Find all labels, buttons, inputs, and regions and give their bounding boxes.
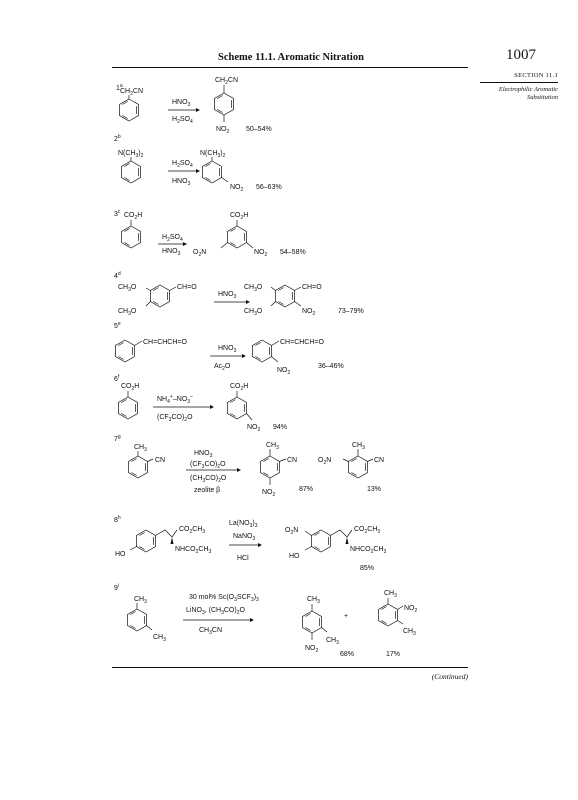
reagent-above: $HNO_3$ bbox=[218, 345, 237, 354]
entry-6 bbox=[114, 374, 287, 433]
yield: 73–79% bbox=[338, 308, 364, 315]
reagent-above: LiNO$_3$, $(CH_3CO)_2O$ bbox=[186, 607, 245, 616]
entry-5 bbox=[114, 321, 344, 376]
benzene-ring bbox=[151, 285, 170, 307]
entry-number: 3$^c$ bbox=[114, 209, 121, 218]
entry-2 bbox=[114, 134, 282, 193]
entry-4 bbox=[114, 271, 364, 317]
entry-1 bbox=[116, 77, 272, 135]
yield: 56–63% bbox=[256, 184, 282, 191]
reagent-below: $H_2SO_4$ bbox=[172, 116, 193, 125]
substituent: $NO_2$ bbox=[216, 126, 230, 135]
reagent-above: $(CF_3CO)_2O$ bbox=[190, 461, 226, 470]
entry-7 bbox=[114, 434, 384, 498]
substituent: $NO_2$ bbox=[302, 308, 316, 317]
substituent: $CH_3O$ bbox=[244, 308, 263, 317]
substituent: $CO_2CH_3$ bbox=[179, 526, 206, 535]
substituent: $O_2N$ bbox=[285, 527, 299, 536]
footer-rule bbox=[112, 667, 468, 668]
yield: 94% bbox=[273, 424, 288, 431]
entry-number: 8$^h$ bbox=[114, 515, 121, 524]
substituent: $CH_3$ bbox=[307, 596, 320, 605]
benzene-ring bbox=[120, 99, 139, 121]
benzene-ring bbox=[119, 397, 138, 419]
entry-number: 2$^b$ bbox=[114, 134, 121, 143]
substituent: $O_2N$ bbox=[193, 249, 207, 258]
substituent: CH=O bbox=[177, 284, 197, 291]
substituent: $CH_3$ bbox=[326, 637, 339, 646]
substituent: CN bbox=[287, 457, 298, 464]
benzene-ring bbox=[203, 161, 222, 183]
yield: 36–46% bbox=[318, 363, 344, 370]
page-number: 1007 bbox=[506, 47, 536, 63]
benzene-ring bbox=[128, 609, 147, 631]
substituent: $CH_3$ bbox=[153, 634, 166, 643]
substituent: $CH_3$ bbox=[266, 442, 279, 451]
substituent: $CH_3O$ bbox=[118, 284, 137, 293]
benzene-ring bbox=[228, 226, 247, 248]
reagent-above: $HNO_3$ bbox=[194, 450, 213, 459]
benzene-ring bbox=[228, 397, 247, 419]
substituent: $CO_2H$ bbox=[230, 383, 249, 392]
substituent: $CO_2H$ bbox=[124, 212, 143, 221]
reagent-below: HCl bbox=[237, 555, 249, 562]
substituent: $NO_2$ bbox=[247, 424, 261, 433]
reagent-below: $CH_3CN$ bbox=[199, 627, 223, 636]
entry-number: 5e bbox=[114, 321, 121, 330]
substituent: $NHCO_2CH_3$ bbox=[175, 546, 212, 555]
substituent: CN bbox=[374, 457, 385, 464]
yield: 87% bbox=[299, 486, 314, 493]
entry-number: 4$^d$ bbox=[114, 271, 121, 280]
benzene-ring bbox=[215, 93, 234, 115]
substituent: $O_2N$ bbox=[318, 457, 332, 466]
entry-8 bbox=[114, 515, 387, 572]
yield: 68% bbox=[340, 651, 355, 658]
entry-number: 9$^i$ bbox=[114, 583, 120, 592]
substituent: $N(CH_3)_2$ bbox=[118, 150, 144, 159]
entry-9 bbox=[114, 583, 418, 658]
substituent: $NO_2$ bbox=[404, 605, 418, 614]
substituent: CH=CHCH=O bbox=[143, 339, 187, 346]
benzene-ring bbox=[122, 161, 141, 183]
entry-number: 7$^g$ bbox=[114, 434, 121, 443]
substituent: $CH_3$ bbox=[384, 590, 397, 599]
substituent: $CH_2CN$ bbox=[120, 88, 144, 97]
reagent-above: $H_2SO_4$ bbox=[162, 234, 183, 243]
reagent-below: $HNO_3$ bbox=[172, 178, 191, 187]
continued-label: (Continued) bbox=[431, 672, 468, 681]
substituent: $CH_3$ bbox=[352, 442, 365, 451]
substituent: $CH_3O$ bbox=[118, 308, 137, 317]
reagent-below: $HNO_3$ bbox=[162, 248, 181, 257]
entry-3 bbox=[114, 209, 306, 258]
substituent: $CO_2H$ bbox=[121, 383, 140, 392]
substituent: CN bbox=[155, 457, 166, 464]
entry-number: 1$^a$ bbox=[116, 83, 123, 92]
benzene-ring bbox=[303, 611, 322, 633]
benzene-ring bbox=[122, 226, 141, 248]
benzene-ring bbox=[261, 456, 280, 478]
yield: 17% bbox=[386, 651, 401, 658]
substituent: $CO_2H$ bbox=[230, 212, 249, 221]
substituent: $CH_3$ bbox=[403, 628, 416, 637]
yield: 85% bbox=[360, 565, 375, 572]
benzene-ring bbox=[253, 340, 272, 362]
scheme-title: Scheme 11.1. Aromatic Nitration bbox=[218, 52, 364, 63]
substituent: HO bbox=[115, 551, 126, 558]
reagent-below: $(CH_3CO)_2O$ bbox=[190, 475, 227, 484]
benzene-ring bbox=[116, 340, 135, 362]
substituent: CH=CHCH=O bbox=[280, 339, 324, 346]
substituent: $CH_2CN$ bbox=[215, 77, 239, 86]
substituent: $CH_3$ bbox=[134, 444, 147, 453]
benzene-ring bbox=[349, 456, 368, 478]
benzene-ring bbox=[379, 604, 398, 626]
benzene-ring bbox=[137, 530, 156, 552]
substituent: $NO_2$ bbox=[230, 184, 244, 193]
reagent-above: $H_2SO_4$ bbox=[172, 160, 193, 169]
substituent: HO bbox=[289, 553, 300, 560]
yield: 54–58% bbox=[280, 249, 306, 256]
reagent-above: $La(NO_3)_3$ bbox=[229, 520, 258, 529]
reagent-above: $NH_4^+-NO_3^-$ bbox=[157, 394, 193, 405]
reagent-above: 30 mol% $Sc(O_3SCF_3)_3$ bbox=[189, 594, 259, 603]
section-subtitle-line1: Electrophilic Aromatic bbox=[498, 86, 558, 93]
substituent: $NHCO_2CH_3$ bbox=[350, 546, 387, 555]
benzene-ring bbox=[276, 285, 295, 307]
substituent: $N(CH_3)_2$ bbox=[200, 150, 226, 159]
substituent: $NO_2$ bbox=[277, 367, 291, 376]
substituent: CH=O bbox=[302, 284, 322, 291]
substituent: $NO_2$ bbox=[305, 645, 319, 654]
reagent-below: $Ac_2O$ bbox=[214, 363, 231, 372]
yield: 50–54% bbox=[246, 126, 272, 133]
section-label: SECTION 11.1 bbox=[480, 72, 558, 83]
substituent: $CH_3$ bbox=[134, 596, 147, 605]
plus-sign: + bbox=[344, 613, 349, 620]
entry-number: 6$^f$ bbox=[114, 374, 120, 383]
reagent-above: $HNO_3$ bbox=[218, 291, 237, 300]
benzene-ring bbox=[129, 456, 148, 478]
substituent: $CO_2CH_3$ bbox=[354, 526, 381, 535]
reagent-below: $(CF_3CO)_2O$ bbox=[157, 414, 193, 423]
benzene-ring bbox=[312, 530, 331, 552]
section-subtitle-line2: Substitution bbox=[526, 94, 558, 101]
reagent-above: $HNO_3$ bbox=[172, 99, 191, 108]
reagent-above: NaNO$_3$ bbox=[233, 533, 256, 542]
reagent-below: zeolite β bbox=[194, 487, 221, 494]
substituent: $NO_2$ bbox=[254, 249, 268, 258]
substituent: $NO_2$ bbox=[262, 489, 276, 498]
substituent: $CH_3O$ bbox=[244, 284, 263, 293]
yield: 13% bbox=[367, 486, 382, 493]
